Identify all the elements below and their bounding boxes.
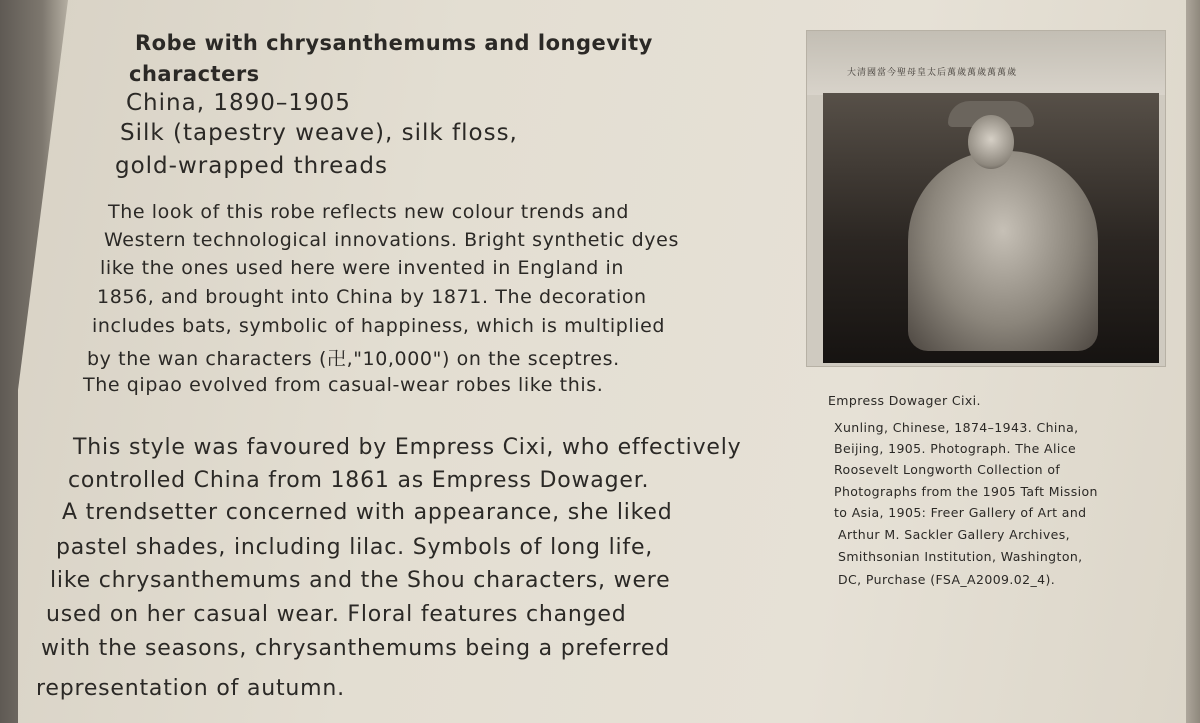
paragraph-line: with the seasons, chrysanthemums being a preferred (41, 636, 670, 661)
paragraph-line: by the wan characters (卍,"10,000") on the sceptres. (87, 348, 620, 370)
paragraph-line: Western technological innovations. Bright synthetic dyes (104, 229, 679, 251)
caption-line: Beijing, 1905. Photograph. The Alice (834, 441, 1077, 456)
caption-line: Roosevelt Longworth Collection of (834, 462, 1061, 477)
title-line: Robe with chrysanthemums and longevity (135, 31, 653, 55)
paragraph-line: A trendsetter concerned with appearance, she liked (62, 500, 673, 525)
photo-inscription: 大清國當今聖母皇太后萬歲萬歲萬萬歲 (847, 68, 1018, 78)
caption-line: Photographs from the 1905 Taft Mission (834, 484, 1098, 499)
photo-top-border (807, 31, 1165, 95)
paragraph-line: This style was favoured by Empress Cixi, who effectively (73, 435, 742, 460)
paragraph-line: like the ones used here were invented in England in (100, 257, 625, 279)
label-title (129, 28, 775, 90)
paragraph-line: The qipao evolved from casual-wear robes like this. (83, 374, 604, 396)
caption-line: Xunling, Chinese, 1874–1943. China, (834, 420, 1079, 435)
paragraph-line: representation of autumn. (36, 676, 345, 701)
caption-line: Arthur M. Sackler Gallery Archives, (838, 527, 1071, 542)
label-materials-line: Silk (tapestry weave), silk floss, (120, 120, 518, 146)
title-line: characters (129, 62, 260, 86)
photo-scene (823, 93, 1159, 363)
photo-caption-title: Empress Dowager Cixi. (828, 393, 981, 408)
paragraph-line: pastel shades, including lilac. Symbols of long life, (56, 535, 654, 560)
paragraph-line: The look of this robe reflects new colour trends and (108, 201, 630, 223)
seated-figure-robe (908, 151, 1098, 351)
paragraph-line: includes bats, symbolic of happiness, which is multiplied (92, 315, 666, 337)
empress-photograph (806, 30, 1166, 367)
label-materials-line: gold-wrapped threads (115, 153, 388, 179)
caption-line: Smithsonian Institution, Washington, (838, 549, 1083, 564)
label-origin: China, 1890–1905 (126, 90, 351, 116)
caption-line: to Asia, 1905: Freer Gallery of Art and (834, 505, 1087, 520)
paragraph-line: used on her casual wear. Floral features changed (46, 602, 627, 627)
figure-head (968, 115, 1014, 169)
paragraph-line: like chrysanthemums and the Shou characters, were (50, 568, 671, 593)
paragraph-line: 1856, and brought into China by 1871. The decoration (97, 286, 647, 308)
paragraph-line: controlled China from 1861 as Empress Dowager. (68, 468, 650, 493)
caption-line: DC, Purchase (FSA_A2009.02_4). (838, 572, 1056, 587)
